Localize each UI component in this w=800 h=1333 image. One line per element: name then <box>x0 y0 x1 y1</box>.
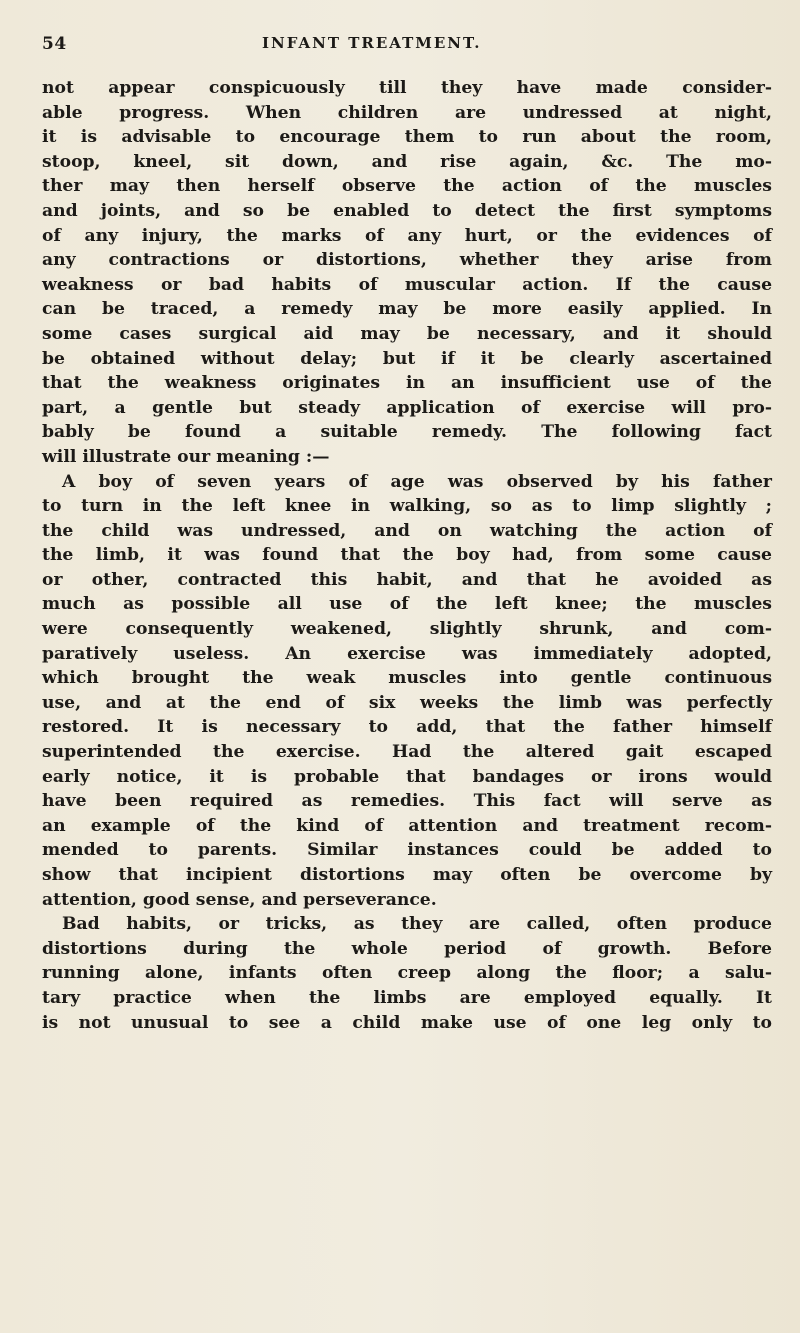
text-line: able progress. When children are undressed at night, <box>42 102 772 123</box>
text-line: any contractions or distortions, whether they arise from <box>42 250 772 271</box>
text-line: an example of the kind of attention and treatment recom- <box>42 815 772 836</box>
text-line: show that incipient distortions may often be overcome by <box>42 865 772 885</box>
running-head: INFANT TREATMENT. <box>262 34 482 52</box>
text-line: the child was undressed, and on watching the action of <box>42 520 772 541</box>
text-line: not appear conspicuously till they have made consider- <box>42 78 772 98</box>
text-line: is not unusual to see a child make use of one leg only to <box>42 1012 772 1033</box>
text-line: that the weakness originates in an insufficient use of the <box>42 373 772 394</box>
text-line: were consequently weakened, slightly shrunk, and com- <box>42 619 772 640</box>
text-line: part, a gentle but steady application of exercise will pro- <box>42 397 772 418</box>
text-line: or other, contracted this habit, and that he avoided as <box>42 569 772 590</box>
text-line: running alone, infants often creep along the floor; a salu- <box>42 963 772 984</box>
paragraph-start-line: A boy of seven years of age was observed by his father <box>62 471 772 492</box>
text-line: restored. It is necessary to add, that the father himself <box>42 717 772 738</box>
text-line: tary practice when the limbs are employed equally. It <box>42 987 772 1008</box>
text-line: ther may then herself observe the action of the muscles <box>42 176 772 197</box>
text-line: will illustrate our meaning :— <box>42 446 330 467</box>
page-number: 54 <box>42 34 67 54</box>
text-line: the limb, it was found that the boy had, from some cause <box>42 545 772 566</box>
body-text <box>42 76 772 1035</box>
text-line: attention, good sense, and perseverance. <box>42 889 437 910</box>
text-line: early notice, it is probable that bandages or irons would <box>42 766 772 787</box>
text-line: of any injury, the marks of any hurt, or the evidences of <box>42 225 772 246</box>
text-line: and joints, and so be enabled to detect the first symptoms <box>42 200 772 221</box>
text-line: some cases surgical aid may be necessary, and it should <box>42 323 772 344</box>
text-line: superintended the exercise. Had the altered gait escaped <box>42 742 772 763</box>
text-line: paratively useless. An exercise was immediately adopted, <box>42 643 772 664</box>
text-line: it is advisable to encourage them to run about the room, <box>42 127 772 148</box>
text-line: use, and at the end of six weeks the limb was perfectly <box>42 692 772 713</box>
text-line: which brought the weak muscles into gentle continuous <box>42 668 772 689</box>
text-line: mended to parents. Similar instances could be added to <box>42 840 772 861</box>
text-line: much as possible all use of the left knee; the muscles <box>42 594 772 615</box>
text-line: can be traced, a remedy may be more easily applied. In <box>42 299 772 320</box>
text-line: weakness or bad habits of muscular action. If the cause <box>42 274 772 295</box>
text-line: have been required as remedies. This fact will serve as <box>42 791 772 812</box>
page-header <box>42 34 758 60</box>
text-line: distortions during the whole period of growth. Before <box>42 938 772 959</box>
paragraph-start-line: Bad habits, or tricks, as they are called, often produce <box>62 914 772 935</box>
text-line: bably be found a suitable remedy. The following fact <box>42 422 772 443</box>
text-line: be obtained without delay; but if it be clearly ascertained <box>42 348 772 369</box>
text-line: stoop, kneel, sit down, and rise again, &c. The mo- <box>42 151 772 172</box>
text-line: to turn in the left knee in walking, so as to limp slightly ; <box>42 496 772 517</box>
